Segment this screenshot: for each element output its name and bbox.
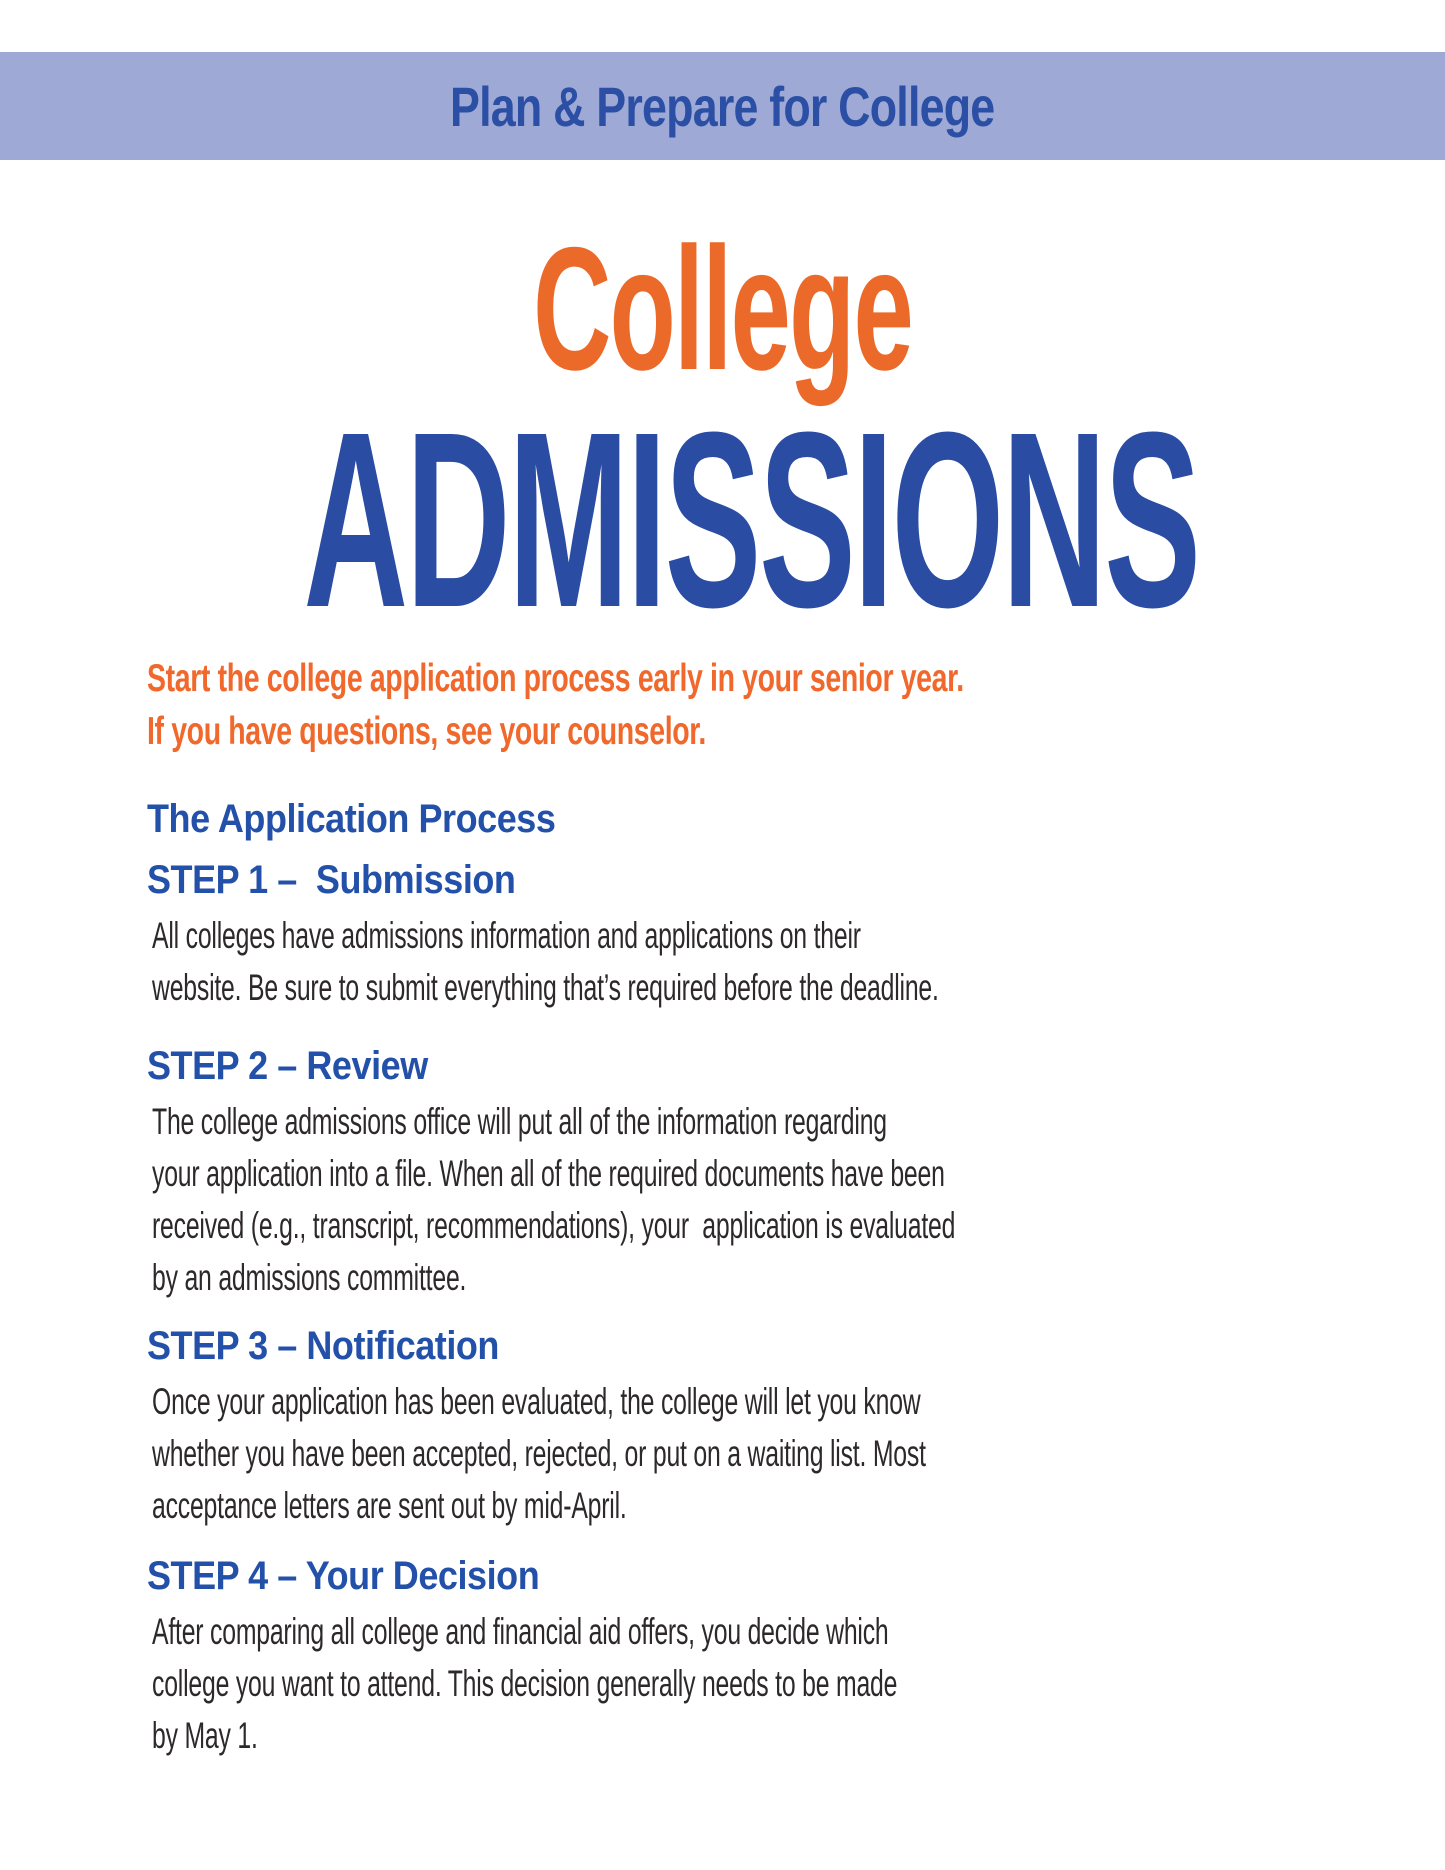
body-line: by an admissions committee. [152, 1257, 467, 1298]
body-line: All colleges have admissions information and applications on their [152, 915, 861, 956]
step-2-body [147, 1096, 1351, 1304]
step-4-heading: STEP 4 – Your Decision [147, 1554, 540, 1598]
page-title-admissions: ADMISSIONS [303, 380, 1199, 659]
step-2-heading: STEP 2 – Review [147, 1044, 428, 1088]
page-title-college: College [533, 212, 912, 407]
body-line: your application into a file. When all of the required documents have been [152, 1153, 945, 1194]
step-3-notification [147, 1322, 1307, 1532]
step-1-heading: STEP 1 – Submission [147, 858, 516, 902]
step-3-body [147, 1376, 1307, 1532]
body-line: The college admissions office will put all of the information regarding [152, 1101, 887, 1142]
body-line: whether you have been accepted, rejected, or put on a waiting list. Most [152, 1433, 926, 1474]
body-line: received (e.g., transcript, recommendations), your application is evaluated [152, 1205, 956, 1246]
step-3-heading: STEP 3 – Notification [147, 1324, 499, 1368]
body-line: Once your application has been evaluated, the college will let you know [152, 1381, 921, 1422]
step-2-review [147, 1042, 1351, 1304]
body-line: website. Be sure to submit everything that’s required before the deadline. [152, 967, 939, 1008]
intro-line: Start the college application process early in your senior year. [147, 657, 964, 700]
section-heading-application-process: The Application Process [147, 797, 556, 841]
step-1-submission [147, 856, 1326, 1014]
intro-line: If you have questions, see your counselor. [147, 710, 706, 753]
body-line: After comparing all college and financial aid offers, you decide which [152, 1611, 889, 1652]
step-1-body [147, 910, 1326, 1014]
body-line: acceptance letters are sent out by mid-April. [152, 1485, 627, 1526]
step-4-body [147, 1606, 1264, 1762]
top-banner [0, 52, 1445, 160]
banner-title: Plan & Prepare for College [450, 74, 995, 138]
intro-note [147, 652, 1266, 758]
body-line: by May 1. [152, 1715, 258, 1756]
body-line: college you want to attend. This decision generally needs to be made [152, 1663, 898, 1704]
step-4-your-decision [147, 1552, 1264, 1762]
